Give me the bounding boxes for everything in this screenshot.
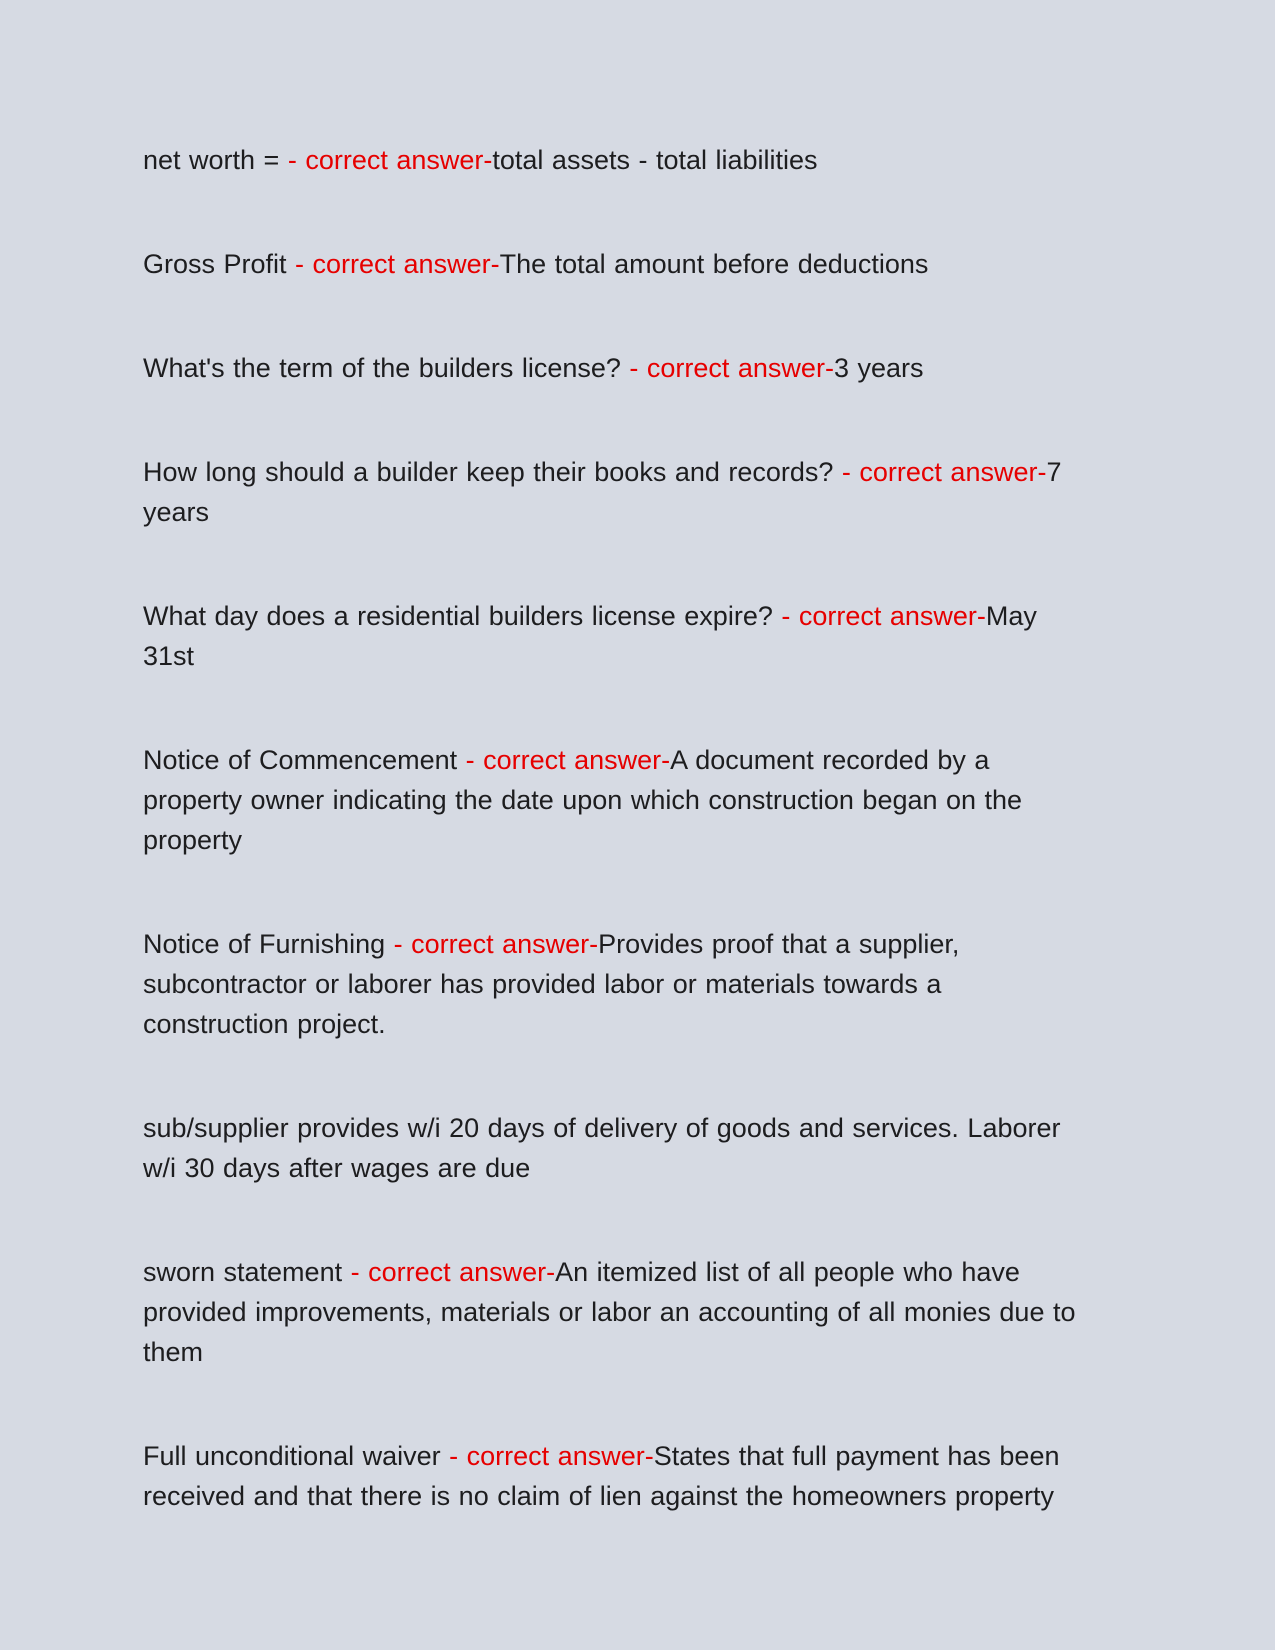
answer-text: total assets - total liabilities — [492, 145, 818, 175]
answer-text: The total amount before deductions — [499, 249, 929, 279]
correct-answer-marker: - correct answer- — [449, 1441, 654, 1471]
correct-answer-marker: - correct answer- — [629, 353, 834, 383]
question-text: Notice of Furnishing — [143, 929, 394, 959]
qa-item — [143, 1108, 1085, 1188]
correct-answer-marker: - correct answer- — [841, 457, 1047, 487]
answer-text: An itemized list of all people who have provided improvements, materials or labor an accounting of all monies due to them — [143, 1257, 1076, 1367]
correct-answer-marker: - correct answer- — [295, 249, 500, 279]
answer-text: 3 years — [833, 353, 924, 383]
answer-text: May 31st — [143, 601, 1037, 671]
correct-answer-marker: - correct answer- — [781, 601, 986, 631]
question-text: Notice of Commencement — [143, 745, 466, 775]
answer-text: States that full payment has been received and that there is no claim of lien against the homeowners property — [143, 1441, 1060, 1511]
question-text: Full unconditional waiver — [143, 1441, 450, 1471]
question-text: sub/supplier provides w/i 20 days of delivery of goods and services. Laborer w/i 30 days after wages are due — [143, 1113, 1061, 1183]
qa-item — [143, 140, 1085, 180]
correct-answer-marker: - correct answer- — [465, 745, 671, 775]
correct-answer-marker: - correct answer- — [350, 1257, 556, 1287]
qa-item — [143, 924, 1085, 1044]
qa-item — [143, 1436, 1085, 1516]
answer-text: A document recorded by a property owner indicating the date upon which construction began on the property — [143, 745, 1023, 855]
question-text: Gross Profit — [143, 249, 296, 279]
qa-item — [143, 740, 1085, 860]
question-text: How long should a builder keep their books and records? — [143, 457, 842, 487]
question-text: net worth = — [143, 145, 288, 175]
question-text: sworn statement — [143, 1257, 351, 1287]
qa-item — [143, 596, 1085, 676]
qa-item — [143, 348, 1085, 388]
correct-answer-marker: - correct answer- — [287, 145, 493, 175]
answer-text: 7 years — [143, 457, 1062, 527]
answer-text: Provides proof that a supplier, subcontractor or laborer has provided labor or materials towards a construction project. — [143, 929, 960, 1039]
question-text: What day does a residential builders license expire? — [143, 601, 782, 631]
question-text: What's the term of the builders license? — [143, 353, 630, 383]
correct-answer-marker: - correct answer- — [393, 929, 599, 959]
qa-item — [143, 1252, 1085, 1372]
qa-item — [143, 452, 1085, 532]
qa-item — [143, 244, 1085, 284]
